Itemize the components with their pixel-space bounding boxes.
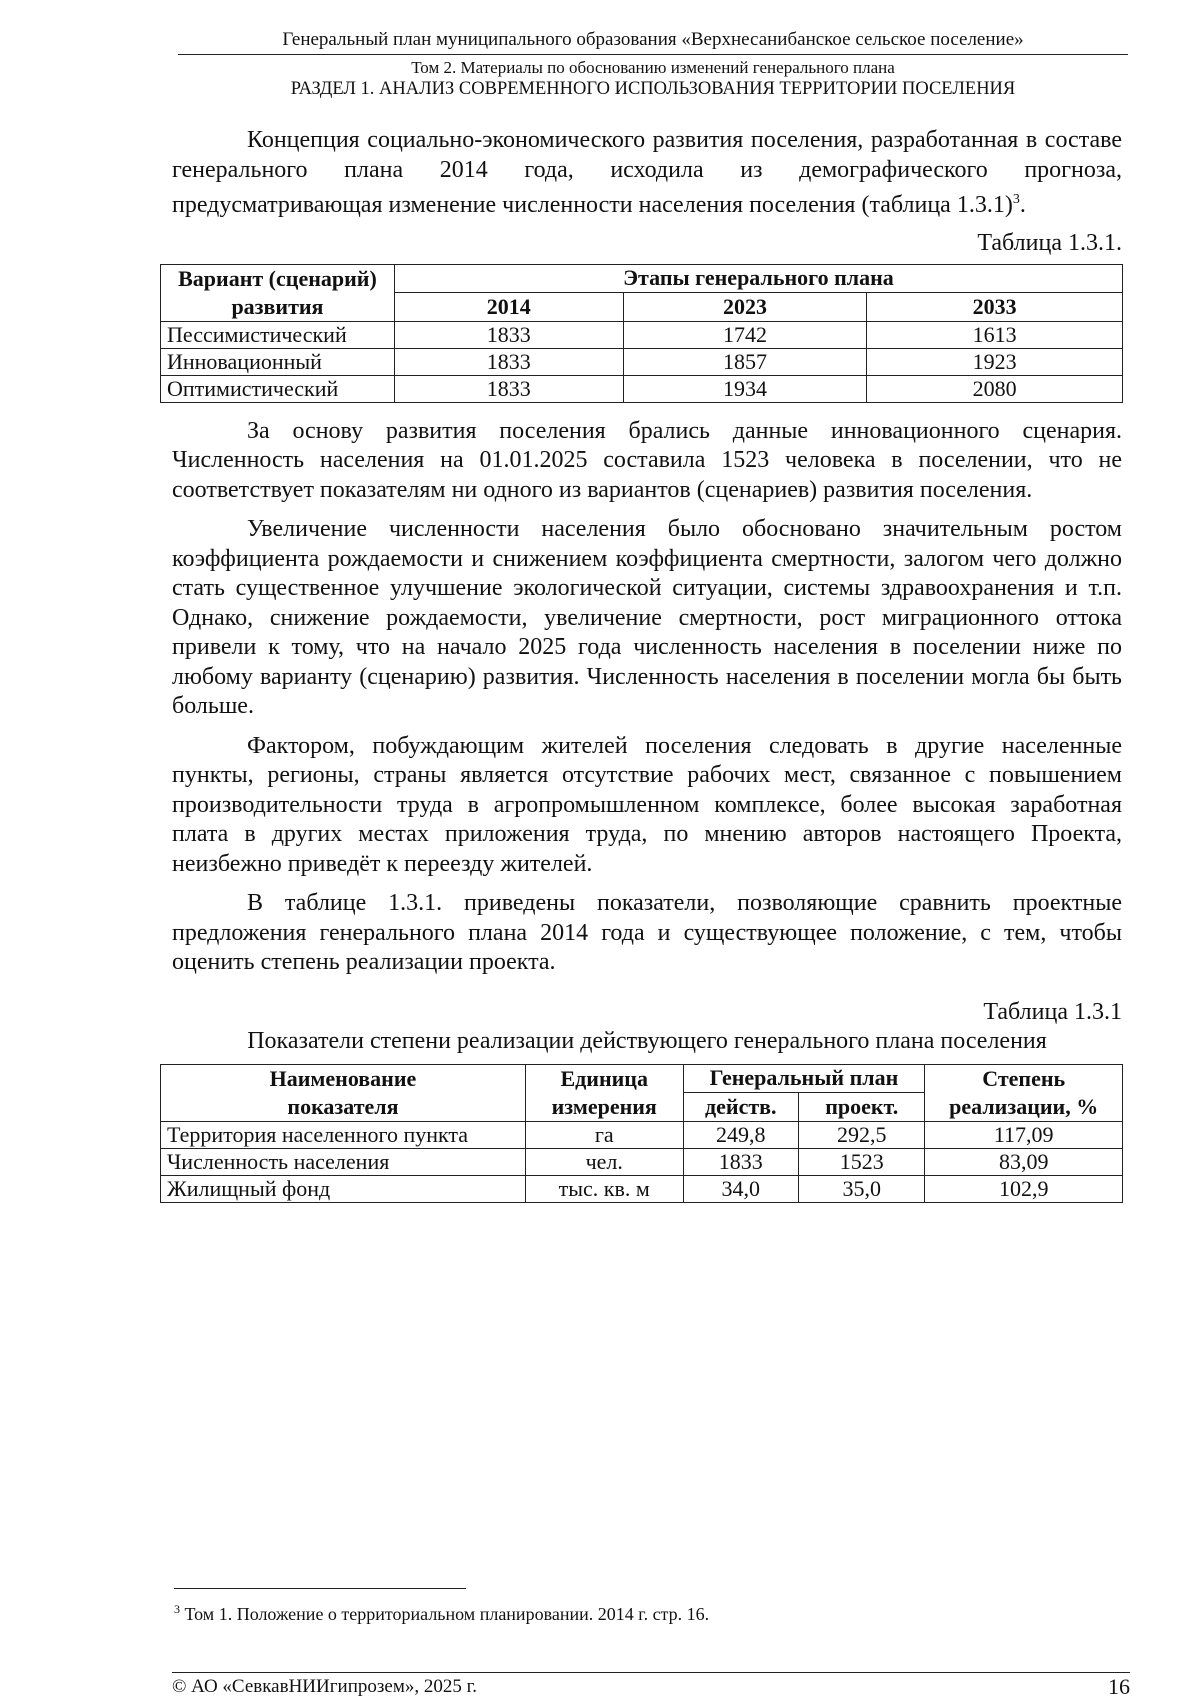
- paragraph-concept: Концепция социально-экономического развития поселения, разработанная в составе генерального плана 2014 года, исходила из демографического прогноза, предусматривающая изменение численности населения поселения (таблица 1.3.1)$^3$.: [172, 127, 1122, 218]
- header-divider: [178, 54, 1128, 55]
- page-header: [178, 28, 1128, 100]
- paragraph-comparison: В таблице 1.3.1. приведены показатели, позволяющие сравнить проектные предложения генерального плана 2014 года и существующее положение, с тем, чтобы оценить степень реализации проекта.: [172, 890, 1122, 975]
- header-volume: Том 2. Материалы по обоснованию изменений генерального плана: [411, 58, 895, 77]
- footnote-reference[interactable]: 3: [1012, 192, 1020, 207]
- degree-header: Степень реализации, %: [925, 1064, 1123, 1121]
- page-footer: [172, 1676, 1130, 1698]
- year-header: 2033: [867, 293, 1123, 322]
- footer-divider: [172, 1672, 1130, 1673]
- page-number: 16: [1108, 1674, 1130, 1699]
- footnote: $^3$ Том 1. Положение о территориальном планировании. 2014 г. стр. 16.: [174, 1602, 710, 1624]
- copyright: © АО «СевкавНИИгипрозем», 2025 г.: [172, 1676, 477, 1697]
- stages-header: Этапы генерального плана: [394, 264, 1122, 293]
- paragraph-factors: Фактором, побуждающим жителей поселения следовать в другие населенные пункты, регионы, страны является отсутствие рабочих мест, связанное с повышением производительности труда в агропромышленном комплексе, более высокая заработная плата в других местах приложения труда, по мнению авторов настоящего Проекта, неизбежно приведёт к переезду жителей.: [172, 732, 1122, 877]
- table2-title: Показатели степени реализации действующего генерального плана поселения: [247, 1027, 1047, 1054]
- table1-caption: Таблица 1.3.1.: [977, 229, 1122, 256]
- paragraph-basis: За основу развития поселения брались данные инновационного сценария. Численность населения на 01.01.2025 составила 1523 человека в поселении, что не соответствует показателям ни одного из вариантов (сценариев) развития поселения.: [172, 417, 1122, 503]
- unit-header: Единица измерения: [525, 1064, 683, 1121]
- header-title: Генеральный план муниципального образования «Верхнесанибанское сельское поселение»: [282, 29, 1024, 50]
- table-row: Инновационный 1833 1857 1923: [161, 348, 1123, 375]
- year-header: 2014: [394, 293, 623, 322]
- header-section: РАЗДЕЛ 1. АНАЛИЗ СОВРЕМЕННОГО ИСПОЛЬЗОВАНИЯ ТЕРРИТОРИИ ПОСЕЛЕНИЯ: [290, 79, 1016, 99]
- indicators-table: [160, 1064, 1123, 1203]
- table-row: Оптимистический 1833 1934 2080: [161, 375, 1123, 402]
- footnote-mark: 3: [174, 1602, 180, 1616]
- scenario-table: [160, 264, 1123, 403]
- table-row: Численность населения чел. 1833 1523 83,09: [161, 1148, 1123, 1175]
- table-row: Территория населенного пункта га 249,8 292,5 117,09: [161, 1121, 1123, 1148]
- footnote-divider: [174, 1588, 466, 1589]
- paragraph-growth: Увеличение численности населения было обосновано значительным ростом коэффициента рождаемости и снижением коэффициента смертности, залогом чего должно стать существенное улучшение экологической ситуации, системы здравоохранения и т.п. Однако, снижение рождаемости, увеличение смертности, рост миграционного оттока привели к тому, что на начало 2025 года численность населения в поселении ниже по любому варианту (сценарию) развития. Численность населения в поселении могла бы быть больше.: [172, 516, 1122, 719]
- scenario-header: Вариант (сценарий) развития: [161, 264, 395, 321]
- table-row: Жилищный фонд тыс. кв. м 34,0 35,0 102,9: [161, 1175, 1123, 1202]
- project-header: проект.: [799, 1093, 925, 1122]
- page-content: [167, 126, 1122, 1203]
- table-row: Пессимистический 1833 1742 1613: [161, 321, 1123, 348]
- year-header: 2023: [623, 293, 867, 322]
- general-plan-header: Генеральный план: [683, 1064, 925, 1093]
- table2-caption: Таблица 1.3.1: [983, 998, 1122, 1025]
- current-header: действ.: [683, 1093, 799, 1122]
- indicator-name-header: Наименование показателя: [161, 1064, 526, 1121]
